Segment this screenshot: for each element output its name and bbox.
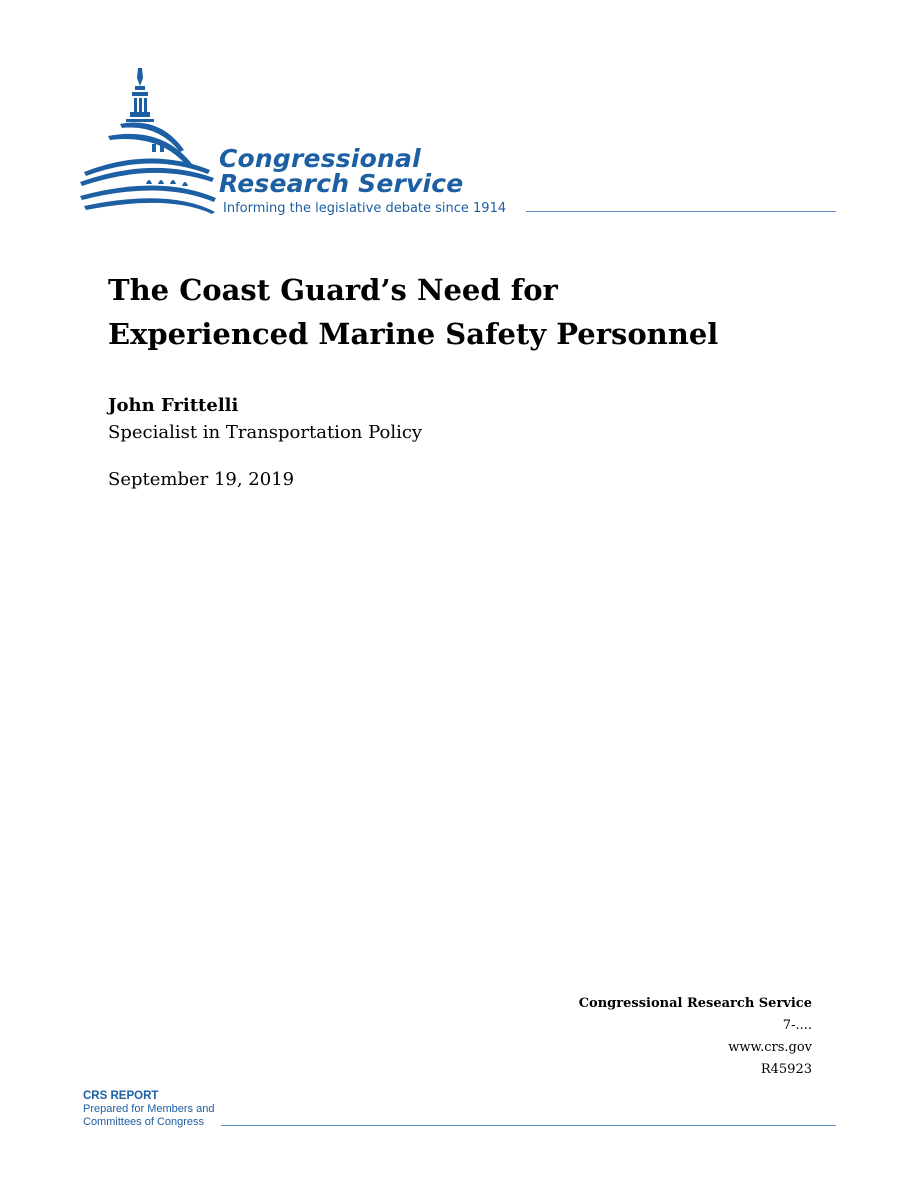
logo-tagline: Informing the legislative debate since 1914 — [223, 201, 507, 216]
crs-capitol-dome-logo — [80, 64, 840, 224]
footer-report-label: CRS REPORT — [83, 1090, 159, 1102]
publisher-website: www.crs.gov — [728, 1040, 812, 1055]
publisher-info — [579, 993, 812, 1081]
publisher-org: Congressional Research Service — [578, 996, 812, 1011]
footer-label — [83, 1090, 214, 1129]
footer-line3: Committees of Congress — [83, 1116, 205, 1128]
logo-wordmark-line2: Research Service — [219, 169, 464, 198]
publisher-code: 7-.... — [782, 1018, 812, 1033]
author-title: Specialist in Transportation Policy — [108, 422, 423, 443]
report-title — [108, 268, 828, 356]
footer-divider — [221, 1125, 836, 1126]
report-title-line1: The Coast Guard’s Need for — [108, 273, 558, 307]
footer-line2: Prepared for Members and — [83, 1103, 215, 1115]
header-divider — [526, 211, 836, 212]
author-name: John Frittelli — [108, 395, 239, 416]
report-number: R45923 — [760, 1062, 812, 1077]
report-date: September 19, 2019 — [108, 469, 295, 490]
report-title-line2: Experienced Marine Safety Personnel — [108, 317, 719, 351]
logo-wordmark-line1: Congressional — [219, 144, 421, 173]
